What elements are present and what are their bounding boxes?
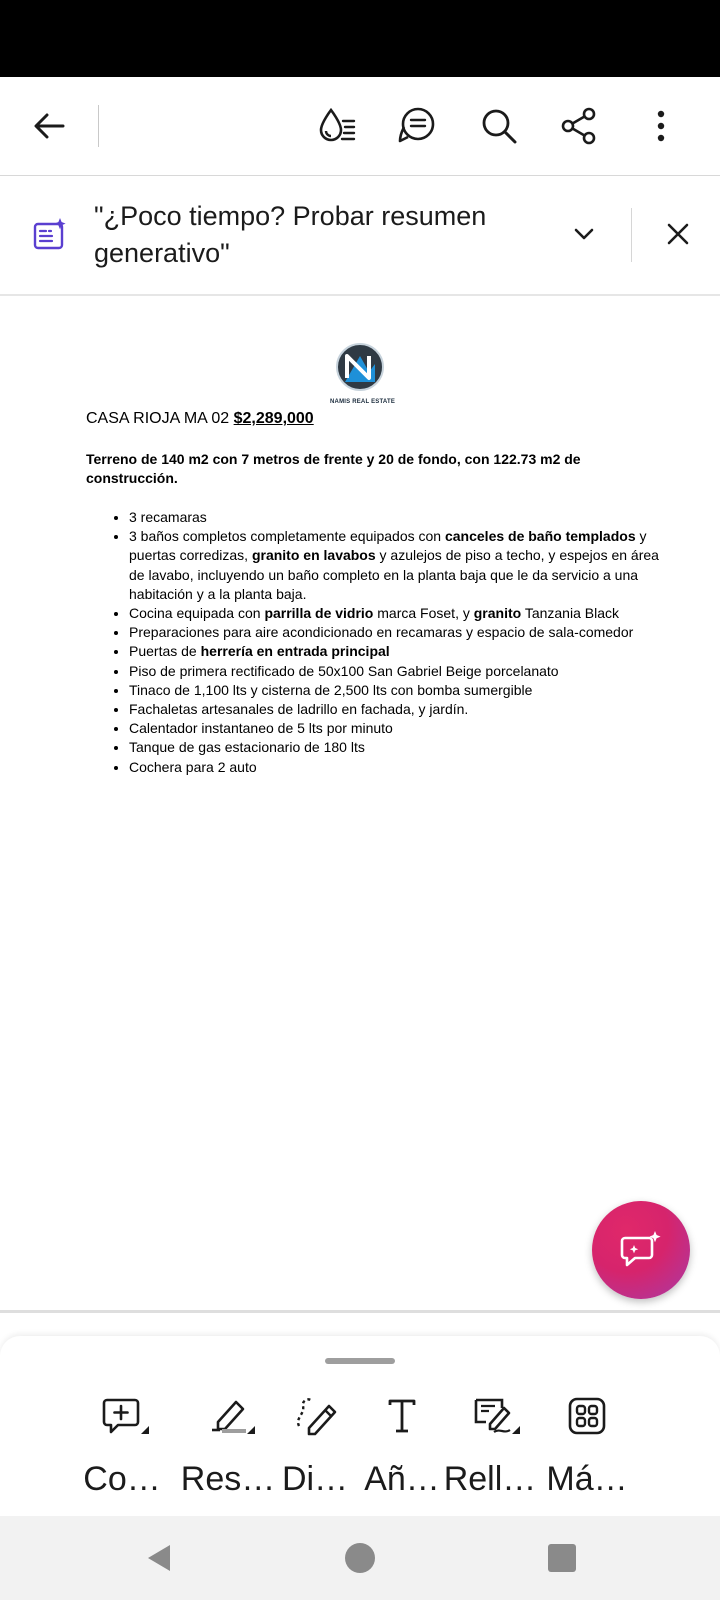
top-toolbar (0, 77, 720, 176)
system-nav-bar (0, 1516, 720, 1600)
logo-text: NAMIS REAL ESTATE (330, 399, 396, 405)
feature-item (129, 700, 675, 719)
feature-text-bold: granito en lavabos (251, 547, 376, 564)
feature-item (129, 508, 675, 527)
feature-text: y puertas corredizas, (129, 528, 647, 564)
feature-item (129, 681, 675, 700)
nav-back-icon[interactable] (142, 1541, 176, 1575)
feature-text-bold: granito (473, 605, 522, 622)
tool-draw-label: Di… (281, 1460, 349, 1498)
share-icon[interactable] (552, 99, 606, 153)
feature-text: Fachaletas artesanales de ladrillo en fachada, y jardín. (129, 701, 469, 718)
feature-item (129, 623, 675, 642)
banner-text[interactable]: "¿Poco tiempo? Probar resumen generativo" (94, 201, 487, 268)
tool-add-text-label: Añ… (364, 1460, 440, 1498)
highlighter-icon (208, 1396, 248, 1436)
nav-recents-icon[interactable] (545, 1541, 579, 1575)
tool-highlight[interactable] (178, 1396, 278, 1506)
logo-mark (335, 342, 385, 392)
feature-text-bold: herrería en entrada principal (200, 643, 390, 660)
pencil-draw-icon (295, 1396, 335, 1436)
feature-item (129, 719, 675, 738)
tool-more-label: Má… (546, 1460, 628, 1498)
text-icon (382, 1396, 422, 1436)
feature-text: y azulejos de piso a techo, y espejos en área de lavabo, incluyendo un baño completo en la planta baja que le da servicio a una habitación y a la planta baja. (129, 547, 659, 602)
tool-add-text[interactable] (352, 1396, 452, 1506)
feature-item (129, 642, 675, 661)
add-comment-icon (102, 1396, 142, 1436)
company-logo (330, 342, 396, 412)
ai-chat-icon (619, 1228, 663, 1272)
feature-item (129, 662, 675, 681)
status-bar (0, 0, 720, 77)
back-arrow-icon[interactable] (22, 99, 76, 153)
ai-summary-icon (32, 216, 68, 252)
feature-item (129, 604, 675, 623)
grid-apps-icon (567, 1396, 607, 1436)
feature-text: Tanque de gas estacionario de 180 lts (129, 739, 365, 756)
sheet-drag-handle[interactable] (325, 1358, 395, 1364)
feature-text: Tinaco de 1,100 lts y cisterna de 2,500 lts con bomba sumergible (129, 681, 533, 698)
tool-fill-sign[interactable] (440, 1396, 540, 1506)
feature-text: Preparaciones para aire acondicionado en recamaras y espacio de sala-comedor (129, 624, 634, 641)
tool-comment-label: Co… (83, 1460, 161, 1498)
tool-draw[interactable] (265, 1396, 365, 1506)
page-bottom-divider (0, 1310, 720, 1313)
lot-description: Terreno de 140 m2 con 7 metros de frente y 20 de fondo, con 122.73 m2 de construcción. (86, 451, 581, 486)
feature-text: Cochera para 2 auto (129, 758, 257, 775)
ai-assistant-button[interactable] (592, 1201, 690, 1299)
close-icon[interactable] (660, 216, 696, 252)
feature-text: Piso de primera rectificado de 50x100 San Gabriel Beige porcelanato (129, 662, 559, 679)
chevron-down-icon[interactable] (566, 216, 602, 252)
more-icon[interactable] (634, 99, 688, 153)
feature-text: Puertas de (129, 643, 201, 660)
tool-fill-sign-label: Rell… (443, 1460, 537, 1498)
feature-text: marca Foset, y (373, 605, 474, 622)
document-page[interactable] (0, 296, 720, 1310)
tool-comment[interactable] (72, 1396, 172, 1506)
fill-sign-icon (470, 1396, 510, 1436)
liquid-mode-icon[interactable] (310, 99, 364, 153)
comments-icon[interactable] (390, 99, 444, 153)
toolbar-divider (98, 105, 99, 147)
search-icon[interactable] (472, 99, 526, 153)
feature-item (129, 527, 675, 604)
listing-title (86, 410, 314, 428)
listing-price: $2,289,000 (233, 410, 314, 427)
feature-text-bold: parrilla de vidrio (264, 605, 374, 622)
listing-name: CASA RIOJA MA 02 (86, 410, 230, 427)
banner-divider (631, 208, 632, 262)
nav-home-icon[interactable] (343, 1541, 377, 1575)
features-list (86, 508, 675, 777)
feature-text: Tanzania Black (521, 605, 619, 622)
tool-highlight-label: Res… (180, 1460, 276, 1498)
tools-sheet (0, 1336, 720, 1516)
feature-item (129, 738, 675, 757)
feature-item (129, 758, 675, 777)
feature-text: Calentador instantaneo de 5 lts por minuto (129, 720, 393, 737)
feature-text: 3 baños completos completamente equipados con (129, 528, 445, 545)
feature-text-bold: canceles de baño templados (444, 528, 636, 545)
tool-more[interactable] (537, 1396, 637, 1506)
feature-text: Cocina equipada con (129, 605, 265, 622)
feature-text: 3 recamaras (129, 509, 207, 525)
generative-summary-banner[interactable] (0, 176, 720, 296)
